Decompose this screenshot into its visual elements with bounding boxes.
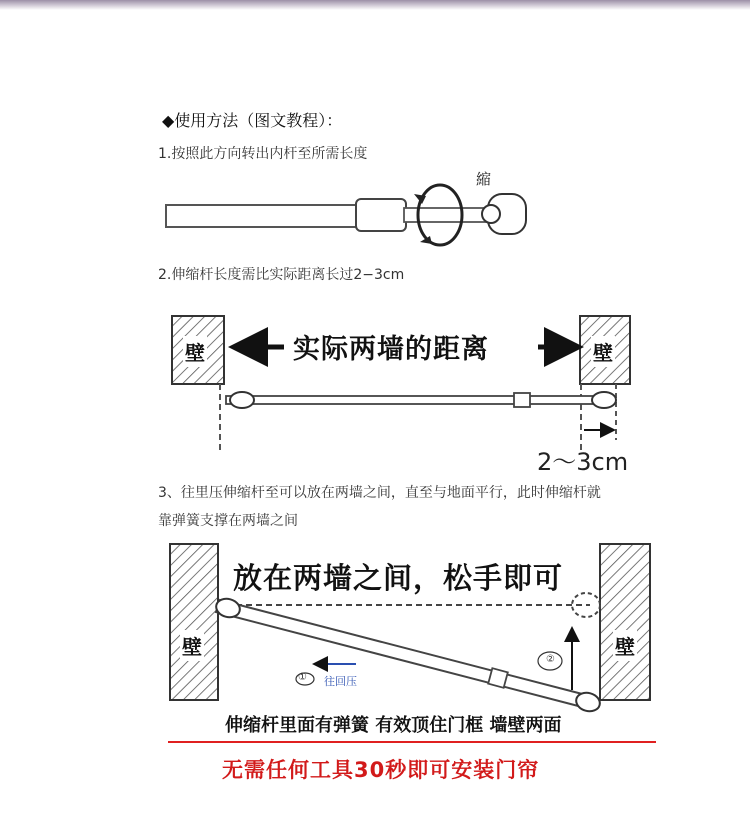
marker-2: ② (546, 654, 555, 665)
marker-1: ① (298, 672, 307, 683)
shrink-label: 縮 (476, 170, 492, 188)
spring-caption: 伸缩杆里面有弹簧 有效顶住门框 墙壁两面 (225, 715, 562, 736)
put-between-walls-label: 放在两墙之间，松手即可 (233, 561, 564, 595)
promo-text: 无需任何工具30秒即可安装门帘 (222, 758, 540, 782)
right-wall-label: 壁 (613, 630, 637, 661)
figure-1-rod-rotation (166, 185, 526, 245)
step-2-text: 2.伸缩杆长度需比实际距离长过2−3cm (158, 267, 405, 283)
end-cap-knob (482, 205, 500, 223)
rod-joint (356, 199, 406, 231)
press-back-label: 往回压 (324, 675, 357, 688)
distance-label: 实际两墙的距离 (293, 334, 489, 365)
outer-tube (166, 205, 362, 227)
right-wall-label: 壁 (591, 336, 615, 367)
right-wall (600, 544, 650, 700)
left-wall (170, 544, 218, 700)
step-3-text-line-1: 3、往里压伸缩杆至可以放在两墙之间，直至与地面平行，此时伸缩杆就 (158, 485, 601, 501)
step-1-text: 1.按照此方向转出内杆至所需长度 (158, 146, 368, 162)
tension-rod (226, 396, 606, 404)
rod-right-cap (592, 392, 616, 408)
tilted-rod (216, 600, 590, 708)
left-wall-label: 壁 (180, 630, 204, 661)
instruction-heading: ◆使用方法（图文教程）： (162, 111, 343, 130)
step-3-text-line-2: 靠弹簧支撑在两墙之间 (158, 513, 298, 529)
rod-left-cap (230, 392, 254, 408)
gap-label: 2～3cm (537, 448, 629, 476)
left-wall-label: 壁 (183, 336, 207, 367)
rod-joint (488, 668, 508, 688)
rod-joint (514, 393, 530, 407)
